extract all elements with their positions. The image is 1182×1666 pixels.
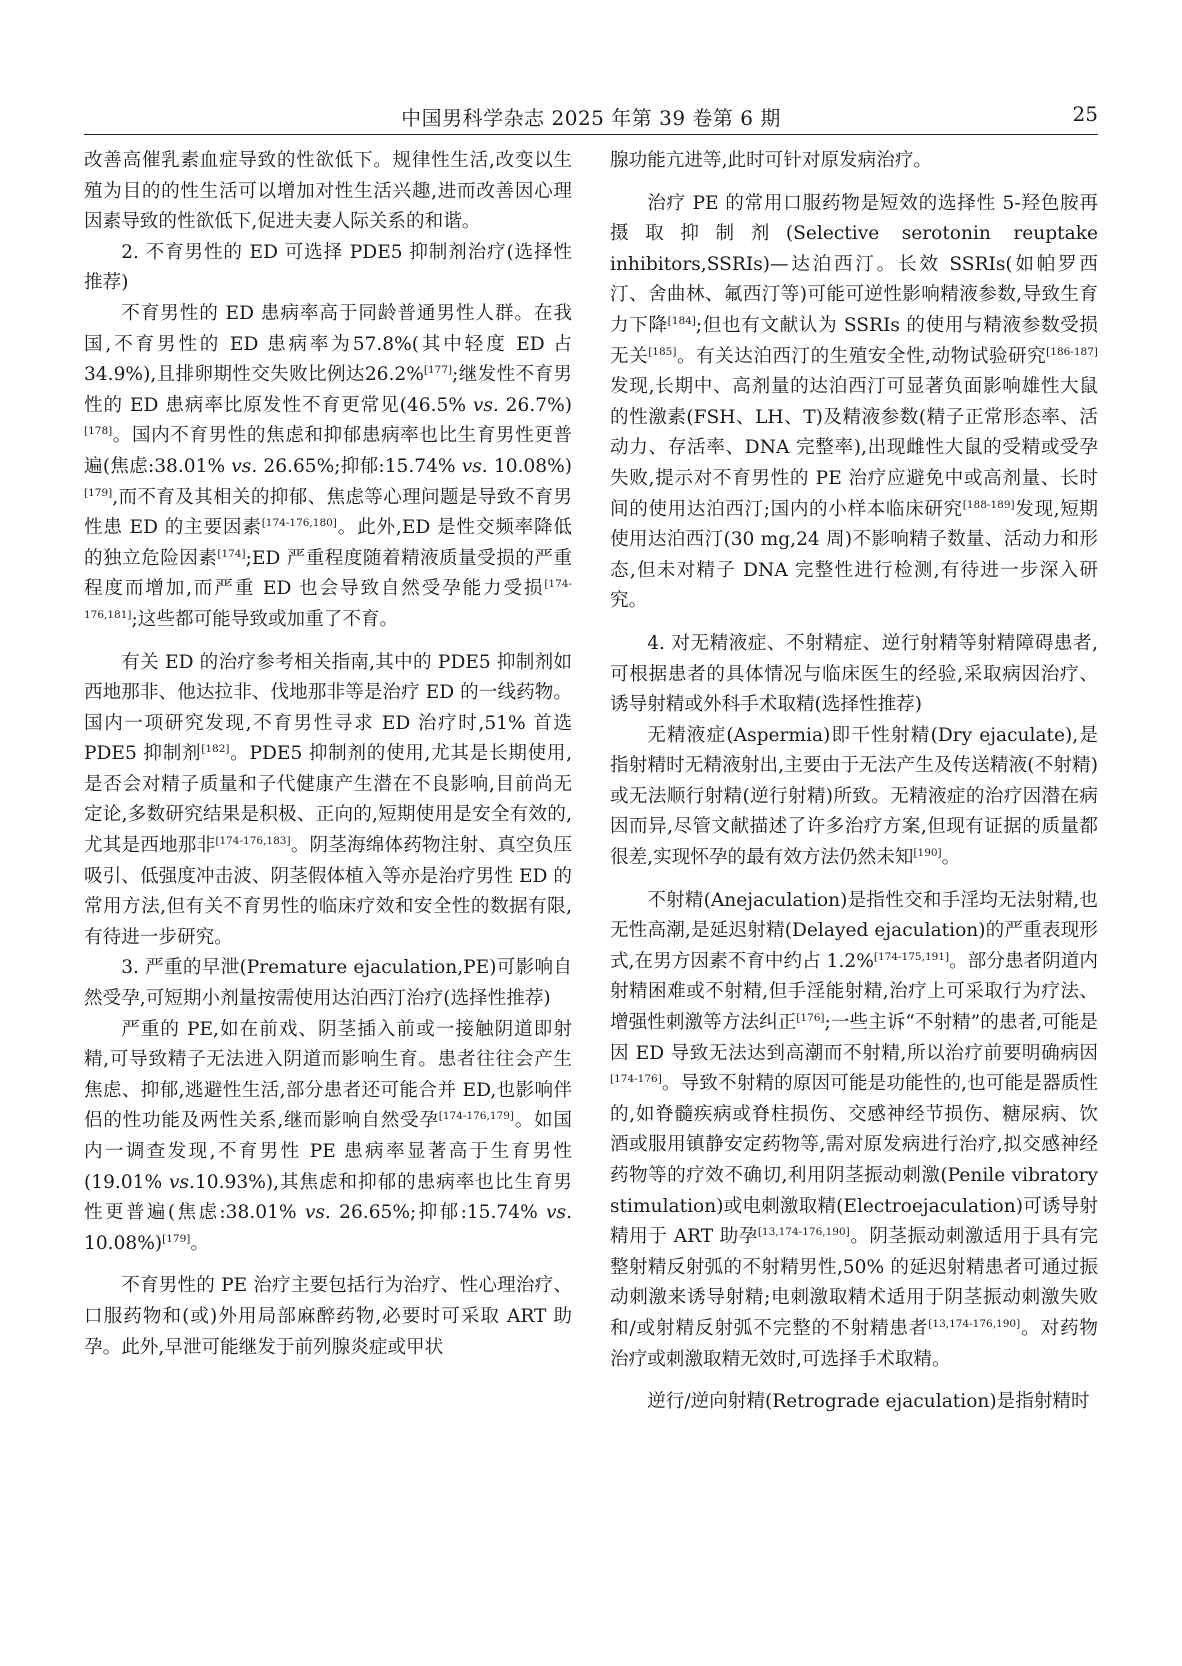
- citation-ref: [174-176,180]: [261, 517, 337, 530]
- paragraph-l5: [84, 953, 572, 1014]
- text-run: 26.7%): [498, 394, 572, 416]
- paragraph-l3: [84, 299, 572, 636]
- text-run: 不育男性的 PE 治疗主要包括行为治疗、性心理治疗、口服药物和(或)外用局部麻醉药物,必要时可采取 ART 助孕。此外,早泄可能继发于前列腺炎症或甲状: [84, 1275, 572, 1358]
- paragraph-r5: [610, 886, 1098, 1376]
- versus-abbrev: vs.: [461, 455, 488, 477]
- text-run: 改善高催乳素血症导致的性欲低下。规律性生活,改变以生殖为目的的性生活可以增加对性生活兴趣,进而改善因心理因素导致的性欲低下,促进夫妻人际关系的和谐。: [84, 150, 572, 233]
- citation-ref: [179]: [162, 1232, 191, 1245]
- citation-ref: [190]: [913, 847, 942, 860]
- left-column: [84, 146, 572, 1363]
- citation-ref: [182]: [201, 743, 230, 756]
- citation-ref: [174-176,181]: [84, 578, 572, 621]
- citation-ref: [13,174-176,190]: [928, 1317, 1021, 1330]
- citation-ref: [174-175,191]: [873, 950, 950, 963]
- text-run: ;但也有文献认为 SSRIs 的使用与精液参数受损无关: [610, 314, 1098, 367]
- versus-abbrev: vs.: [231, 455, 258, 477]
- citation-ref: [179]: [84, 486, 113, 499]
- text-run: 。阴茎海绵体药物注射、真空负压吸引、低强度冲击波、阴茎假体植入等亦是治疗男性 ED 的常用方法,但有关不育男性的临床疗效和安全性的数据有限,有待进一步研究。: [84, 835, 572, 948]
- citation-ref: [174-176,183]: [215, 835, 291, 848]
- citation-ref: [174]: [217, 547, 246, 560]
- citation-ref: [184]: [667, 314, 696, 327]
- text-run: 26.65%;抑郁:15.74%: [257, 455, 462, 477]
- text-run: 。部分患者阴道内射精困难或不射精,但手淫能射精,治疗上可采取行为疗法、增强性刺激等方法纠正: [610, 950, 1098, 1034]
- versus-abbrev: vs.: [546, 1202, 573, 1224]
- paragraph-r1: [610, 146, 1098, 177]
- citation-ref: [174-176]: [610, 1073, 662, 1086]
- paragraph-r4: [610, 721, 1098, 874]
- text-run: 。: [941, 847, 961, 869]
- text-run: 严重的 PE,如在前戏、阴茎插入前或一接触阴道即射精,可导致精子无法进入阴道而影响生育。患者往往会产生焦虑、抑郁,逃避性生活,部分患者还可能合并 ED,也影响伴侣的性功能及两性关系,继而影响自然受孕: [84, 1018, 572, 1132]
- text-run: 。PDE5 抑制剂的使用,尤其是长期使用,是否会对精子质量和子代健康产生潜在不良影响,目前尚无定论,多数研究结果是积极、正向的,短期使用是安全有效的,尤其是西地那非: [84, 743, 573, 857]
- text-run: 不育男性的 ED 患病率高于同龄普通男性人群。在我国,不育男性的 ED 患病率为57.8%(其中轻度 ED 占34.9%),且排卵期性交失败比例达26.2%: [84, 302, 572, 386]
- paragraph-l6: [84, 1015, 572, 1260]
- text-run: 腺功能亢进等,此时可针对原发病治疗。: [610, 150, 933, 171]
- versus-abbrev: vs.: [304, 1202, 331, 1224]
- citation-ref: [174-176,179]: [438, 1110, 514, 1123]
- text-run: 发现,短期使用达泊西汀(30 mg,24 周)不影响精子数量、活动力和形态,但未对精子 DNA 完整性进行检测,有待进一步深入研究。: [610, 498, 1099, 612]
- citation-ref: [185]: [648, 345, 677, 358]
- text-run: 不射精(Anejaculation)是指性交和手淫均无法射精,也无性高潮,是延迟射精(Delayed ejaculation)的严重表现形式,在男方因素不育中约占 1.2%: [610, 889, 1098, 972]
- text-run: 。如国内一调查发现,不育男性 PE 患病率显著高于生育男性(19.01%: [84, 1110, 572, 1193]
- citation-ref: [176]: [796, 1012, 825, 1025]
- text-run: 4. 对无精液症、不射精症、逆行射精等射精障碍患者,可根据患者的具体情况与临床医生的经验,采取病因治疗、诱导射精或外科手术取精(选择性推荐): [610, 632, 1098, 716]
- text-run: 治疗 PE 的常用口服药物是短效的选择性 5-羟色胺再摄取抑制剂(Selective serotonin reuptake inhibitors,SSRIs)—达泊西汀。长效 SSRIs(如帕罗西汀、舍曲林、氟西汀等)可能可逆性影响精液参数,导致生育力下降: [610, 192, 1098, 336]
- text-run: ;继发性不育男性的 ED 患病率比原发性不育更常见(46.5%: [84, 364, 572, 416]
- text-run: 3. 严重的早泄(Premature ejaculation,PE)可影响自然受孕,可短期小剂量按需使用达泊西汀治疗(选择性推荐): [84, 957, 572, 1010]
- citation-ref: [177]: [423, 364, 453, 377]
- paragraph-l7: [84, 1271, 572, 1363]
- text-run: 。对药物治疗或刺激取精无效时,可选择手术取精。: [610, 1317, 1098, 1370]
- paragraph-l4: [84, 648, 572, 954]
- text-run: 。: [190, 1232, 209, 1254]
- paragraph-r2: [610, 189, 1098, 617]
- text-run: ;ED 严重程度随着精液质量受损的严重程度而增加,而严重 ED 也会导致自然受孕能力受损: [84, 547, 572, 600]
- text-run: 无精液症(Aspermia)即干性射精(Dry ejaculate),是指射精时无精液射出,主要由于无法产生及传送精液(不射精)或无法顺行射精(逆行射精)所致。无精液症的治疗因潜在病因而异,尽管文献描述了许多治疗方案,但现有证据的质量都很差,实现怀孕的最有效方法仍然未知: [610, 724, 1098, 869]
- versus-abbrev: vs.: [169, 1171, 195, 1193]
- citation-ref: [188-189]: [962, 498, 1015, 511]
- text-run: 。阴茎振动刺激适用于具有完整射精反射弧的不射精男性,50% 的延迟射精患者可通过振动刺激来诱导射精;电刺激取精术适用于阴茎振动刺激失败和/或射精反射弧不完整的不射精患者: [610, 1226, 1098, 1339]
- text-run: ,而不育及其相关的抑郁、焦虑等心理问题是导致不育男性患 ED 的主要因素: [84, 486, 572, 539]
- citation-ref: [178]: [84, 425, 113, 438]
- paragraph-l2: [84, 238, 572, 299]
- text-run: 发现,长期中、高剂量的达泊西汀可显著负面影响雄性大鼠的性激素(FSH、LH、T)及精液参数(精子正常形态率、活动力、存活率、DNA 完整率),出现雌性大鼠的受精或受孕失败,提示对不育男性的 PE 治疗应避免中或高剂量、长时间的使用达泊西汀;国内的小样本临床研究: [610, 376, 1098, 520]
- running-header: [84, 100, 1098, 135]
- text-run: 。国内不育男性的焦虑和抑郁患病率也比生育男性更普遍(焦虑:38.01%: [84, 425, 572, 477]
- text-run: 2. 不育男性的 ED 可选择 PDE5 抑制剂治疗(选择性推荐): [84, 241, 572, 294]
- text-run: ;这些都可能导致或加重了不育。: [131, 608, 399, 630]
- citation-ref: [186-187]: [1046, 345, 1098, 358]
- text-run: 10.08%): [487, 455, 573, 477]
- text-run: 26.65%;抑郁:15.74%: [330, 1202, 547, 1224]
- journal-title: 中国男科学杂志 2025 年第 39 卷第 6 期: [401, 106, 781, 130]
- text-run: 。导致不射精的原因可能是功能性的,也可能是器质性的,如脊髓疾病或脊柱损伤、交感神经节损伤、糖尿病、饮酒或服用镇静安定药物等,需对原发病进行治疗,拟交感神经药物等的疗效不确切,利用阴茎振动刺激(Penile vibratory stimulation)或电刺激取精(Electroejaculation)可诱导射精用于 ART 助孕: [610, 1073, 1098, 1248]
- text-run: 有关 ED 的治疗参考相关指南,其中的 PDE5 抑制剂如西地那非、他达拉非、伐地那非等是治疗 ED 的一线药物。国内一项研究发现,不育男性寻求 ED 治疗时,51% 首选 PDE5 抑制剂: [84, 651, 572, 765]
- text-run: 10.08%): [84, 1232, 163, 1254]
- page-number: 25: [1072, 102, 1098, 126]
- citation-ref: [13,174-176,190]: [757, 1226, 850, 1239]
- paragraph-r3: [610, 629, 1098, 721]
- text-run: 。此外,ED 是性交频率降低的独立危险因素: [84, 517, 572, 569]
- text-run: 10.93%),其焦虑和抑郁的患病率也比生育男性更普遍(焦虑:38.01%: [84, 1171, 572, 1224]
- right-column: [610, 146, 1098, 1418]
- paragraph-r6: [610, 1387, 1098, 1418]
- text-run: 逆行/逆向射精(Retrograde ejaculation)是指射精时: [647, 1391, 1090, 1413]
- text-run: ;一些主诉“不射精”的患者,可能是因 ED 导致无法达到高潮而不射精,所以治疗前要明确病因: [610, 1012, 1098, 1064]
- versus-abbrev: vs.: [472, 394, 499, 416]
- paragraph-l1: [84, 146, 572, 238]
- text-run: 。有关达泊西汀的生殖安全性,动物试验研究: [676, 345, 1047, 367]
